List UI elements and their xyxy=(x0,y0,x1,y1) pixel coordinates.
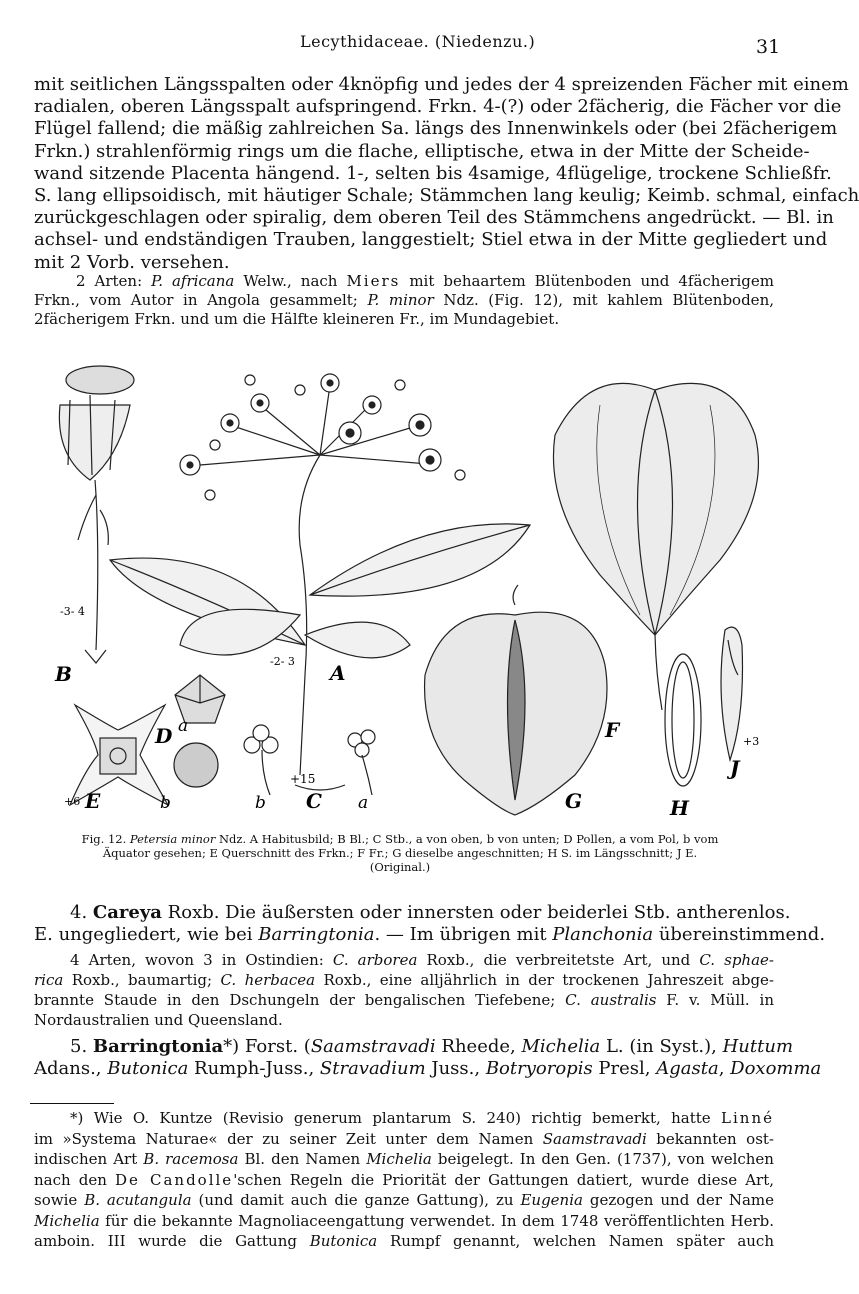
fig-label-j: J xyxy=(730,756,740,780)
text-line: zurückgeschlagen oder spiralig, dem oberen Teil des Stämmchens angedrückt. — Bl. in xyxy=(34,207,834,229)
fig-label-d-b: b xyxy=(160,793,171,813)
text-line: wand sitzende Placenta hängend. 1-, selten bis 4samige, 4flügelige, trockene Schließfr. xyxy=(34,162,832,184)
fig-label-b: B xyxy=(55,662,72,686)
footnote-rule xyxy=(30,1103,114,1104)
text-line: nach den De Candolle'schen Regeln die Priorität der Gattungen datiert, wurde diese Art, xyxy=(34,1170,774,1189)
genus-name: Careya xyxy=(92,902,162,923)
embryo-drawing-j xyxy=(721,627,743,760)
fig-label-d-a: a xyxy=(178,716,189,736)
scale-label-j: +3 xyxy=(743,735,760,748)
text-line: mit 2 Vorb. versehen. xyxy=(34,251,230,273)
genus-name: Barringtonia xyxy=(92,1036,224,1057)
figure-caption xyxy=(28,832,772,874)
text-line: Nordaustralien und Queensland. xyxy=(34,1011,283,1029)
text-line: radialen, oberen Längsspalt aufspringend. Frkn. 4-(?) oder 2fächerig, die Fächer vor die xyxy=(34,96,842,118)
text-line: 4. Careya Roxb. Die äußersten oder innersten oder beiderlei Stb. antherenlos. xyxy=(70,902,791,923)
figure-12-illustration xyxy=(0,345,801,825)
running-title: Lecythidaceae. (Niedenzu.) xyxy=(300,32,536,51)
fig-label-e: E xyxy=(85,789,101,813)
fig-label-h: H xyxy=(670,796,689,820)
careya-section xyxy=(34,902,826,946)
text-line: E. ungegliedert, wie bei Barringtonia. — Im übrigen mit Planchonia übereinstimmend. xyxy=(34,924,826,946)
flower-drawing-b xyxy=(59,366,134,663)
scale-label-c: +15 xyxy=(290,772,316,786)
careya-note xyxy=(34,950,774,1030)
fig-label-c-a: a xyxy=(358,793,369,813)
text-line: S. lang ellipsoidisch, mit häutiger Schale; Stämmchen lang keulig; Keimb. schmal, einfach xyxy=(34,185,859,207)
fig-label-f: F xyxy=(605,718,620,742)
barringtonia-section xyxy=(34,1036,822,1080)
text-line: rica Roxb., baumartig; C. herbacea Roxb., eine alljährlich in der trockenen Jahreszeit abge- xyxy=(34,971,775,989)
text-line: Frkn., vom Autor in Angola gesammelt; P. minor Ndz. (Fig. 12), mit kahlem Blütenboden, xyxy=(34,291,774,309)
scale-label-e: +6 xyxy=(64,795,81,808)
text-line: im »Systema Naturae« der zu seiner Zeit unter dem Namen Saamstravadi bekannten ost- xyxy=(34,1129,774,1148)
fig-label-d: D xyxy=(155,724,173,748)
text-line: 2 Arten: P. africana Welw., nach Miers mit behaartem Blütenboden und 4fächerigem xyxy=(76,272,775,290)
fig-label-c-b: b xyxy=(255,793,266,813)
fig-label-a: A xyxy=(330,661,346,685)
text-line: indischen Art B. racemosa Bl. den Namen Michelia beigelegt. In den Gen. (1737), von welchen xyxy=(34,1150,774,1168)
page-number: 31 xyxy=(756,36,781,58)
scale-label-b: -3- 4 xyxy=(60,605,85,618)
text-line: Flügel fallend; die mäßig zahlreichen Sa. längs des Innenwinkels oder (bei 2fächerigem xyxy=(34,118,838,140)
seed-drawing-h xyxy=(665,654,701,786)
fruit-section-drawing-g xyxy=(425,585,607,815)
scale-label-a: -2- 3 xyxy=(270,655,295,668)
running-header xyxy=(0,30,801,58)
text-line: Frkn.) strahlenförmig rings um die flache, elliptische, etwa in der Mitte der Scheide- xyxy=(34,140,810,162)
text-line: 4 Arten, wovon 3 in Ostindien: C. arborea Roxb., die verbreitetste Art, und C. sphae- xyxy=(70,951,774,969)
text-line: amboin. III wurde die Gattung Butonica Rumpf genannt, welchen Namen später auch xyxy=(34,1232,774,1250)
footnote xyxy=(34,1108,774,1252)
text-line: 5. Barringtonia*) Forst. (Saamstravadi Rheede, Michelia L. (in Syst.), Huttum xyxy=(70,1036,794,1057)
text-line: Michelia für die bekannte Magnoliaceengattung verwendet. In dem 1748 veröffentlichten Herb. xyxy=(34,1211,774,1230)
fig-label-c: C xyxy=(306,789,322,813)
text-line: 2fächerigem Frkn. und um die Hälfte kleineren Fr., im Mundagebiet. xyxy=(34,310,560,328)
caption-line: (Original.) xyxy=(369,860,431,874)
text-line: sowie B. acutangula (und damit auch die ganze Gattung), zu Eugenia gezogen und der Name xyxy=(34,1191,774,1209)
body-paragraph-top xyxy=(34,74,859,274)
text-line: *) Wie O. Kuntze (Revisio generum plantarum S. 240) richtig bemerkt, hatte Linné xyxy=(70,1109,774,1127)
species-note xyxy=(34,272,774,329)
caption-line: Äquator gesehen; E Querschnitt des Frkn.; F Fr.; G dieselbe angeschnitten; H S. im Längsschnitt; J E. xyxy=(102,846,698,860)
text-line: achsel- und endständigen Trauben, langgestielt; Stiel etwa in der Mitte gegliedert und xyxy=(34,229,828,251)
text-line: mit seitlichen Längsspalten oder 4knöpfig und jedes der 4 spreizenden Fächer mit einem xyxy=(34,74,849,95)
fig-label-g: G xyxy=(565,789,583,813)
text-line: Adans., Butonica Rumph-Juss., Stravadium Juss., Botryoropis Presl, Agasta, Doxomma xyxy=(34,1058,822,1080)
caption-line: Fig. 12. Petersia minor Ndz. A Habitusbild; B Bl.; C Stb., a von oben, b von unten; D Pollen, a vom Pol, b vom xyxy=(81,832,719,846)
text-line: brannte Staude in den Dschungeln der bengalischen Tiefebene; C. australis F. v. Müll. in xyxy=(34,991,774,1009)
